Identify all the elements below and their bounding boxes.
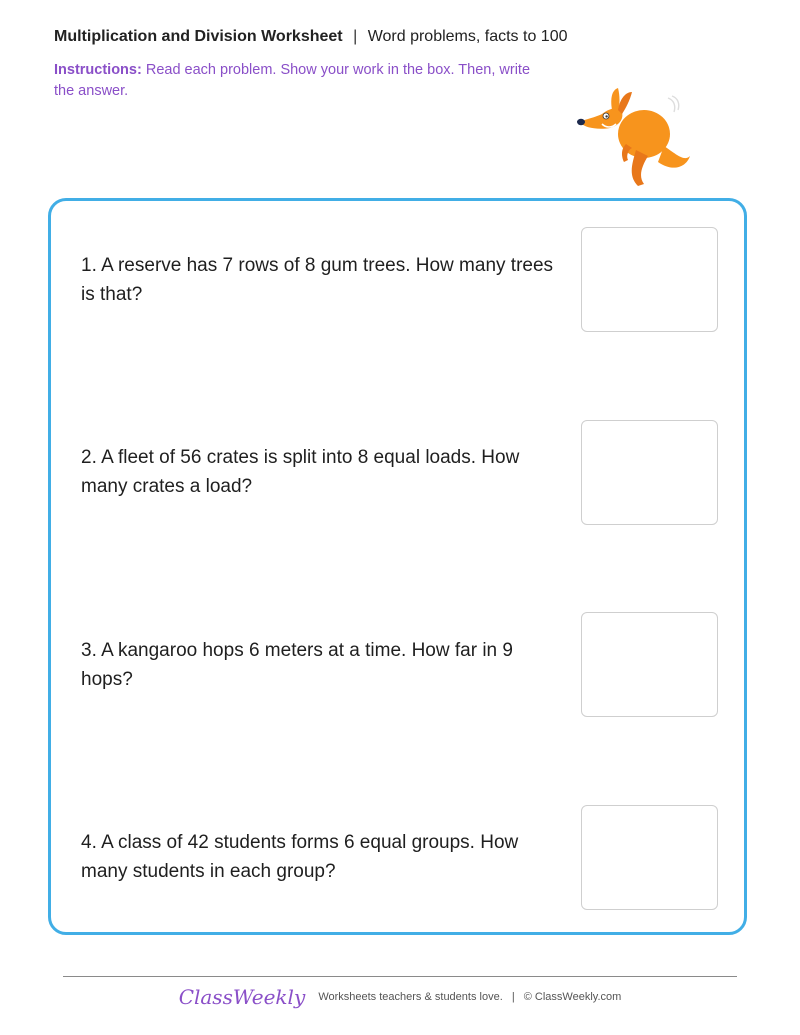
- problems-card: [48, 198, 747, 935]
- problem-4-text: 4. A class of 42 students forms 6 equal groups. How many students in each group?: [81, 832, 519, 882]
- answer-box-3[interactable]: [581, 612, 718, 717]
- problem-2-text: 2. A fleet of 56 crates is split into 8 equal loads. How many crates a load?: [81, 447, 520, 497]
- problem-3-text: 3. A kangaroo hops 6 meters at a time. How far in 9 hops?: [81, 640, 513, 690]
- header-separator: |: [353, 28, 358, 45]
- kangaroo-icon: [572, 84, 700, 194]
- problem-1-text: 1. A reserve has 7 rows of 8 gum trees. How many trees is that?: [81, 255, 554, 305]
- footer: [0, 985, 800, 1009]
- brand-logo: ClassWeekly: [178, 985, 306, 1009]
- footer-copyright: © ClassWeekly.com: [523, 991, 622, 1003]
- answer-box-2[interactable]: [581, 420, 718, 525]
- instructions-label: Instructions:: [54, 62, 142, 78]
- worksheet-subtitle: Word problems, facts to 100: [367, 28, 568, 45]
- answer-box-1[interactable]: [581, 227, 718, 332]
- answer-box-4[interactable]: [581, 805, 718, 910]
- instructions: [54, 60, 554, 102]
- footer-divider: [63, 976, 737, 977]
- footer-tagline: Worksheets teachers & students love.: [318, 991, 503, 1003]
- worksheet-header: [54, 28, 567, 46]
- instructions-text: Read each problem. Show your work in the box. Then, write the answer.: [54, 62, 531, 99]
- footer-separator: |: [511, 991, 515, 1003]
- worksheet-title: Multiplication and Division Worksheet: [54, 28, 343, 45]
